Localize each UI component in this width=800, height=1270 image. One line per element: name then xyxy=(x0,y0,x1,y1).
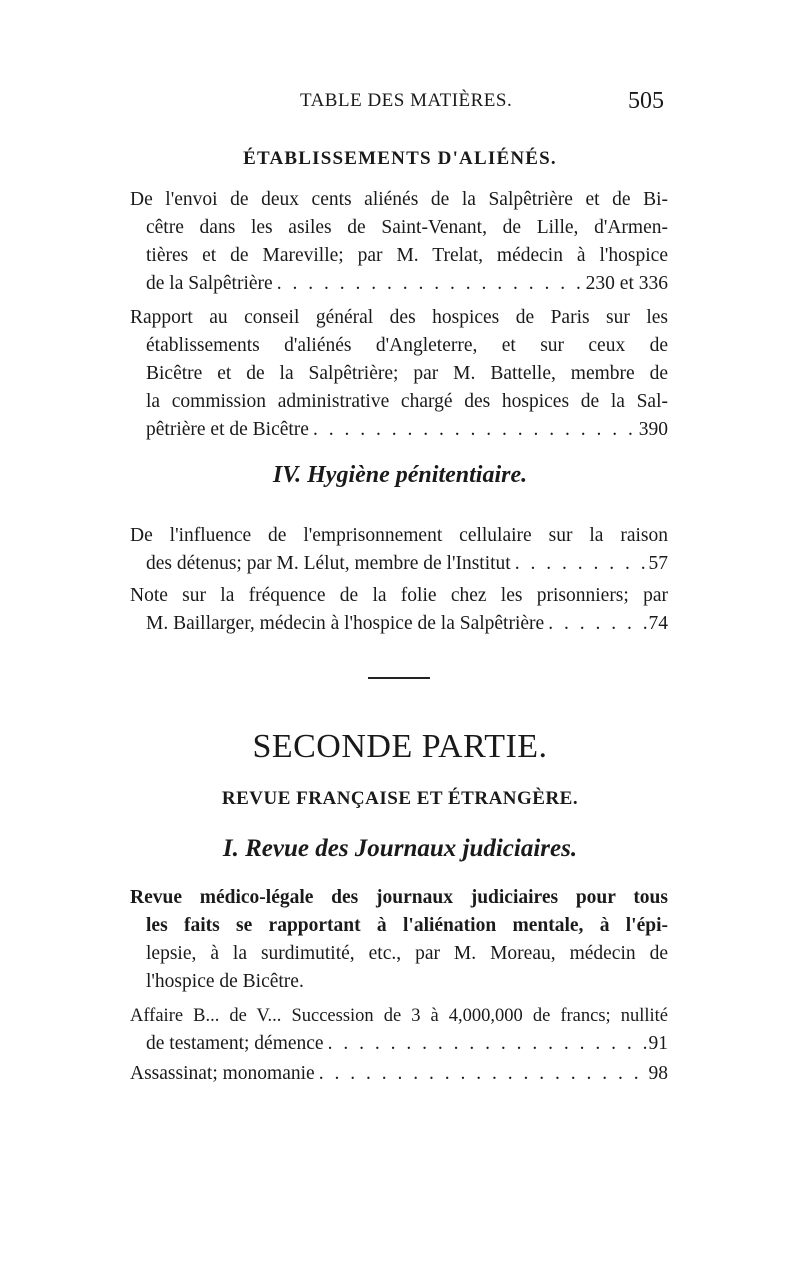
part-subheading: REVUE FRANÇAISE ET ÉTRANGÈRE. xyxy=(221,788,579,809)
entry-line: Bicêtre et de la Salpêtrière; par M. Battelle, membre de xyxy=(146,363,668,384)
entry-line: Note sur la fréquence de la folie chez les prisonniers; par xyxy=(130,585,668,606)
entry-page-ref: 390 xyxy=(638,419,668,440)
entry-page-ref: 98 xyxy=(648,1063,668,1084)
entry-last-line: de la Salpêtrière xyxy=(146,273,273,294)
entry-last-line: M. Baillarger, médecin à l'hospice de la Salpêtrière xyxy=(146,613,545,634)
entry-leader-line xyxy=(130,610,668,638)
entry-line: la commission administrative chargé des hospices de la Sal- xyxy=(146,391,668,412)
toc-entry-assassinat[interactable] xyxy=(130,1060,668,1088)
section-heading-etablissements: ÉTABLISSEMENTS D'ALIÉNÉS. xyxy=(243,148,557,169)
intro-line: lepsie, à la surdimutité, etc., par M. Moreau, médecin de xyxy=(146,943,668,964)
toc-entry-note-folie[interactable] xyxy=(130,582,668,638)
section-heading-journaux: I. Revue des Journaux judiciaires. xyxy=(222,835,578,862)
dot-leader xyxy=(511,550,649,578)
toc-entry-affaire[interactable] xyxy=(130,1002,668,1058)
page-number: 505 xyxy=(628,88,664,114)
intro-line: l'hospice de Bicêtre. xyxy=(146,971,304,992)
dot-leader xyxy=(273,270,586,298)
entry-last-line: pêtrière et de Bicêtre xyxy=(146,419,309,440)
toc-entry-envoi-alienes[interactable] xyxy=(130,186,668,298)
entry-leader-line xyxy=(130,1060,668,1088)
toc-entry-influence-emprisonnement[interactable] xyxy=(130,522,668,578)
intro-revue-medico-legale xyxy=(130,884,668,996)
entry-leader-line xyxy=(130,416,668,444)
dot-leader xyxy=(315,1060,649,1088)
entry-leader-line xyxy=(130,270,668,298)
entry-last-line: Assassinat; monomanie xyxy=(130,1063,315,1084)
entry-line: De l'influence de l'emprisonnement cellulaire sur la raison xyxy=(130,525,668,546)
part-heading: SECONDE PARTIE. xyxy=(252,728,548,765)
section-heading-hygiene: IV. Hygiène pénitentiaire. xyxy=(272,462,528,488)
entry-last-line: des détenus; par M. Lélut, membre de l'Institut xyxy=(146,553,511,574)
entry-line: De l'envoi de deux cents aliénés de la Salpêtrière et de Bi- xyxy=(130,189,668,210)
entry-line: Affaire B... de V... Succession de 3 à 4,000,000 de francs; nullité xyxy=(130,1006,668,1026)
entry-line: tières et de Mareville; par M. Trelat, médecin à l'hospice xyxy=(146,245,668,266)
dot-leader xyxy=(324,1030,649,1058)
running-header-title: TABLE DES MATIÈRES. xyxy=(300,90,513,111)
entry-line: cêtre dans les asiles de Saint-Venant, de Lille, d'Armen- xyxy=(146,217,668,238)
entry-page-ref: 230 et 336 xyxy=(585,273,668,294)
intro-line: Revue médico-légale des journaux judiciaires pour tous xyxy=(130,887,668,908)
entry-line: Rapport au conseil général des hospices de Paris sur les xyxy=(130,307,668,328)
entry-leader-line xyxy=(130,550,668,578)
entry-page-ref: 91 xyxy=(648,1033,668,1054)
toc-entry-rapport-conseil[interactable] xyxy=(130,304,668,444)
entry-leader-line xyxy=(130,1030,668,1058)
entry-page-ref: 57 xyxy=(648,553,668,574)
section-divider xyxy=(368,677,430,679)
intro-line: les faits se rapportant à l'aliénation mentale, à l'épi- xyxy=(146,915,668,936)
entry-last-line: de testament; démence xyxy=(146,1033,324,1054)
dot-leader xyxy=(544,610,648,638)
entry-page-ref: 74 xyxy=(648,613,668,634)
dot-leader xyxy=(309,416,639,444)
entry-line: établissements d'aliénés d'Angleterre, et sur ceux de xyxy=(146,335,668,356)
